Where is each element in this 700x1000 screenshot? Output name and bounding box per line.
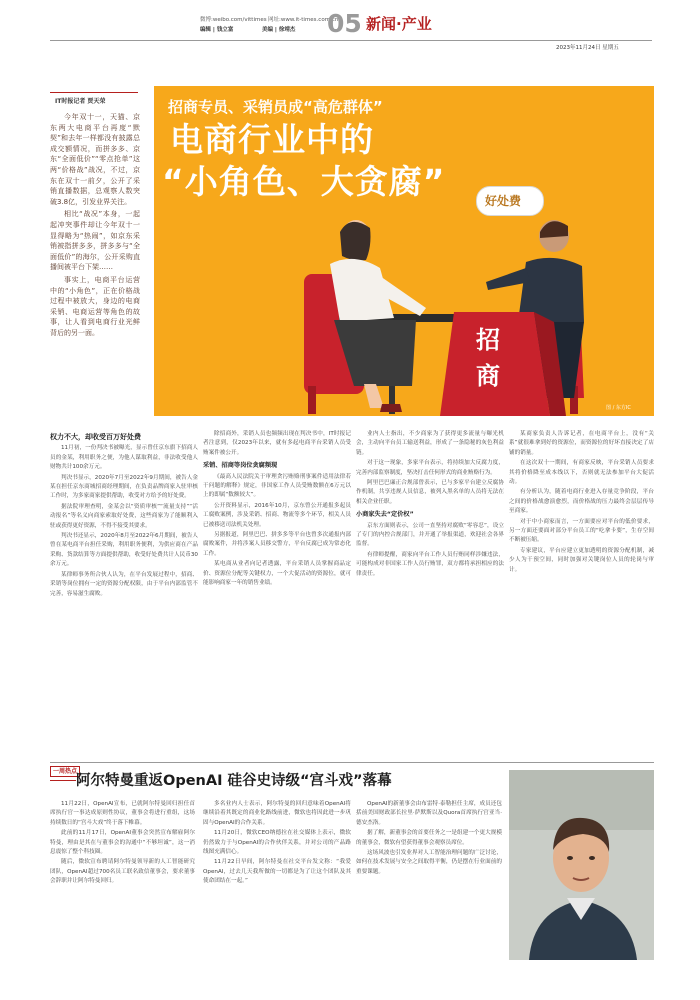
article-paragraph: 判决书显示，2020年7月至2022年9月期间，被告人金某在担任京东商城招商经理期间，在负责品牌商家入驻审核工作时，为多家商家提供帮助，收受对方给予的好处费。: [50, 474, 198, 500]
article-paragraph: 据法院审理查明，金某会以“资质审核”“流量支持”“活动报名”等名义向商家索取好处费，这些商家为了能顺利入驻或获得更好资源，不得不接受其要求。: [50, 503, 198, 529]
news-column-2: [203, 800, 351, 960]
article-paragraph: 京东方面则表示，公司一直坚持对腐败“零容忍”，设立了专门的内控合规部门，并开通了举报渠道，欢迎社会各界监督。: [356, 522, 504, 548]
hero-illustration: [154, 86, 654, 416]
sidebar-body: [50, 112, 140, 362]
sidebar-top-rule: [50, 92, 138, 93]
section-heading: 权力不大，却收受百万好处费: [50, 433, 141, 441]
sidebar-paragraph: 相比“战况”本身，一起起冲突事件却让今年双十一显得略为“热闹”，如京东采销被指拼多多，拼多多与“全面低价”的海尔，公开采购直播间被平台下架……: [50, 210, 140, 272]
news-paragraph: OpenAI的新董事会由布雷特·泰勒担任主席，成员还包括前美国财政部长拉里·萨默斯以及Quora首席执行官亚当·德安杰洛。: [356, 801, 502, 826]
header-editor: 编辑 | 钱立富: [200, 27, 234, 33]
hero-title-line2: “小角色、大贪腐”: [162, 162, 446, 201]
news-title: 阿尔特曼重返OpenAI 硅谷史诗级“宫斗戏”落幕: [76, 773, 392, 789]
article-paragraph: 另据报道，阿里巴巴、拼多多等平台也曾多次通报内部腐败案件，并将涉案人员移交警方，平台反腐已成为常态化工作。: [203, 532, 351, 557]
article-paragraph: 某电商从业者向记者透露，平台采销人员掌握商品定价、资源位分配等关键权力，一个大促活动的资源位，就可能影响商家一年的销售业绩。: [203, 561, 351, 587]
sidebar-paragraph: 今年双十一，天猫、京东两大电商平台再度“默契”和去年一样都没有披露总成交额情况，而拼多多、京东“全面低价”“零点抢单”这两“价格战”战况，不过，京东在双十一前夕，公开了采销直播数据，总观察人数突破3.8亿，引发业界关注。: [50, 113, 140, 206]
news-paragraph: 多名业内人士表示，阿尔特曼的回归意味着OpenAI将继续沿着其既定的商业化路线前进，微软也将因此进一步巩固与OpenAI的合作关系。: [203, 801, 351, 826]
header-rule: [50, 40, 652, 41]
sidebar-paragraph: 事实上，电商平台运营中的“小角色”，正在价格战过程中被放大，身边的电商采销、电商运营等角色的故事，让人看到电商行业光鲜背后的另一面。: [50, 275, 140, 337]
section-heading: 小商家失去“定价权”: [356, 511, 414, 519]
article-column-2: [203, 430, 351, 755]
article-paragraph: 公开资料显示，2016年10月，京东曾公开通报多起员工腐败案例，涉及采销、招商、物流等多个环节，相关人员已被移送司法机关处理。: [203, 502, 351, 528]
hero-kicker: 招商专员、采销员成“高危群体”: [168, 98, 383, 116]
issue-date: 2023年11月24日 星期五: [556, 45, 619, 51]
header-designer: 美编 | 徐靖杰: [262, 27, 296, 33]
article-paragraph: 某商家负责人告诉记者，在电商平台上，没有“关系”就很难拿到好的资源位，而资源位的好坏直接决定了店铺的销量。: [509, 431, 654, 456]
article-paragraph: 对于中小商家而言，一方面要应对平台的低价要求，另一方面还要面对部分平台员工的“吃拿卡要”，生存空间不断被压缩。: [509, 518, 654, 544]
article-paragraph: 对于这一现象，多家平台表示，将持续加大反腐力度，完善内部监察制度，坚决打击任何形式的商业贿赂行为。: [356, 460, 504, 476]
article-paragraph: 11月初，一份判决书被曝光，显示曾任京东旗下招商人员的金某，利用职务之便，为他人谋取利益，非法收受他人财物共计100余万元。: [50, 445, 198, 471]
sign-text: 招商: [476, 326, 500, 390]
article-paragraph: 有分析认为，随着电商行业进入存量竞争阶段，平台之间的价格战愈演愈烈，而价格战的压力最终会层层传导至商家。: [509, 489, 654, 515]
news-paragraph: 据了解，新董事会的首要任务之一是组建一个更大规模的董事会，微软有望获得董事会观察员席位。: [356, 830, 502, 846]
section-heading: 采销、招商等岗位贪腐频现: [203, 462, 278, 470]
sidebar-byline: IT时报记者 贾天荣: [55, 98, 106, 105]
article-paragraph: 《最高人民法院关于审理贪污贿赂刑事案件适用法律若干问题的解释》规定，非国家工作人员受贿数额在6万元以上的即属“数额较大”。: [203, 473, 351, 499]
portrait-figure: [509, 770, 654, 960]
header-site: 网址:www.it-times.com.cn: [268, 17, 339, 23]
news-paragraph: 此前的11月17日，OpenAI董事会突然宣布解雇阿尔特曼，理由是其在与董事会的沟通中“不够坦诚”，这一消息震惊了整个科技圈。: [50, 830, 195, 856]
article-paragraph: 专家建议，平台应建立更加透明的资源分配机制，减少人为干预空间，同时加强对关键岗位人员的轮岗与审计。: [509, 547, 654, 573]
hero-credit: 图 / 东方IC: [606, 405, 631, 411]
news-column-1: [50, 800, 195, 960]
article-paragraph: 阿里巴巴廉正合规部曾表示，已与多家平台建立反腐协作机制，共享违规人员信息，被列入黑名单的人员将无法在相关企业任职。: [356, 480, 504, 505]
news-paragraph: 11月22日，OpenAI宣布，已就阿尔特曼回归担任首席执行官一事达成原则性协议，董事会将进行重组，这场持续数日的“宫斗大戏”终于落下帷幕。: [50, 801, 195, 826]
article-column-3: [356, 430, 504, 755]
news-paragraph: 随后，微软宣布聘请阿尔特曼领导新的人工智能研究团队，OpenAI超过700名员工联名致信董事会，要求董事会辞职并让阿尔特曼回归。: [50, 859, 195, 885]
news-paragraph: 11月20日，微软CEO纳德拉在社交媒体上表示，微软仍然致力于与OpenAI的合作伙伴关系，并对公司的产品路线图充满信心。: [203, 830, 351, 856]
article-paragraph: 判决书还显示，2020年8月至2022年6月期间，被告人曾在某电商平台担任采购，利用职务便利，为供应商在产品采购、货款结算等方面提供帮助，收受好处费共计人民币30余万元。: [50, 533, 198, 568]
hero-title-line1: 电商行业中的: [170, 120, 374, 159]
section-title: 新闻·产业: [366, 15, 432, 33]
article-paragraph: 某律师事务所合伙人认为，在平台发展过程中，招商、采销等岗位拥有一定的资源分配权限，由于平台内部监管不完善，容易滋生腐败。: [50, 571, 198, 597]
news-paragraph: 这场风波也引发业界对人工智能治理问题的广泛讨论，如何在技术发展与安全之间取得平衡，仍是摆在行业面前的重要课题。: [356, 850, 502, 875]
news-paragraph: 11月22日早间，阿尔特曼在社交平台发文称：“我爱OpenAI，过去几天我所做的一切都是为了让这个团队及其使命团结在一起。”: [203, 859, 351, 885]
news-column-3: [356, 800, 502, 960]
article-paragraph: 业内人士指出，不少商家为了获得更多流量与曝光机会，主动向平台员工输送利益，形成了一条隐秘的灰色利益链。: [356, 431, 504, 456]
article-paragraph: 除招商外，采销人员也频频出现在判决书中，IT时报记者注意到，仅2023年以来，就有多起电商平台采销人员受贿案件被公开。: [203, 431, 351, 456]
article-column-4: [509, 430, 654, 755]
news-divider: [50, 762, 654, 763]
portrait-photo: [509, 770, 654, 960]
article-paragraph: 在这次双十一期间，有商家反映，平台采销人员要求其将价格降至成本线以下，否则就无法参加平台大促活动。: [509, 460, 654, 486]
article-column-1: [50, 430, 198, 755]
speech-bubble-text: 好处费: [485, 194, 522, 208]
header-weibo: 微博:weibo.com/vittimes: [200, 17, 267, 23]
news-tag-rule: [50, 780, 76, 781]
page-number: 05: [327, 9, 362, 38]
article-paragraph: 有律师提醒，商家向平台工作人员行贿同样涉嫌违法，可能构成对非国家工作人员行贿罪，双方都将承担相应的法律责任。: [356, 551, 504, 577]
hot-tag: 一周热点: [50, 766, 80, 777]
